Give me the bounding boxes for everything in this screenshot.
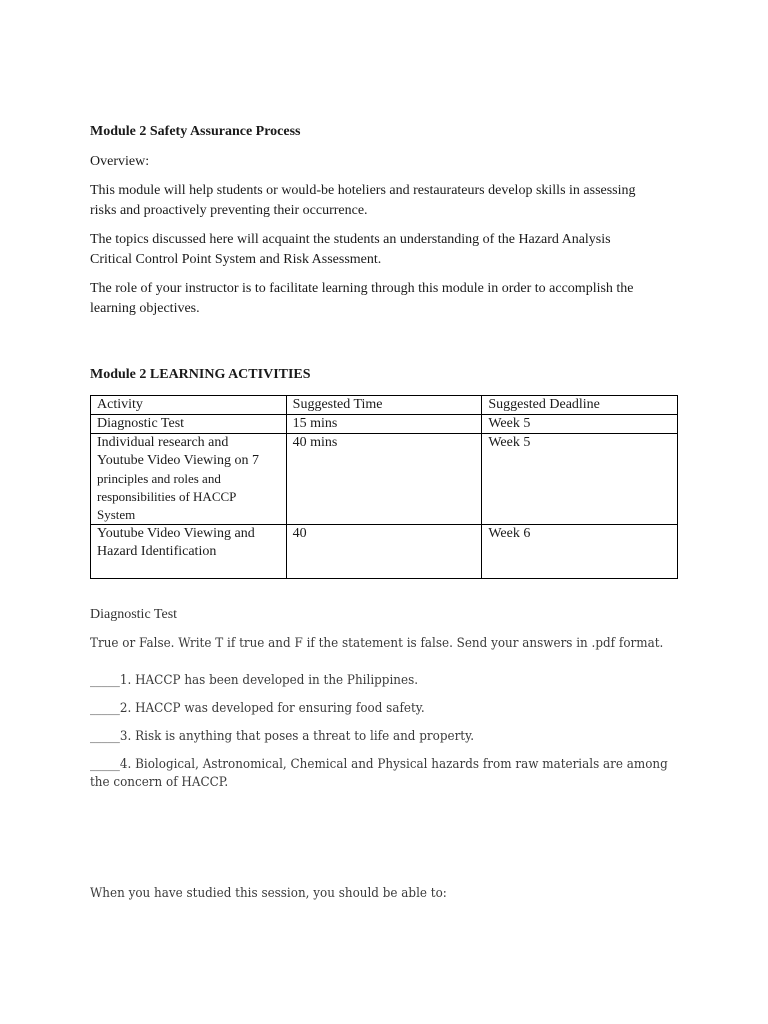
question-4-line-1: _____4. Biological, Astronomical, Chemical and Physical hazards from raw materials are among [90, 757, 668, 772]
activity-line: Youtube Video Viewing on 7 [97, 453, 260, 468]
deadline-cell: Week 6 [482, 525, 678, 579]
deadline-cell: Week 5 [482, 434, 678, 525]
activity-line: Diagnostic Test [97, 416, 185, 431]
time-cell: 40 mins [286, 434, 482, 525]
activity-cell [91, 525, 287, 579]
header-activity: Activity [91, 396, 287, 415]
activity-line: Individual research and [97, 435, 229, 450]
intro-paragraph-2-line-1: The topics discussed here will acquaint the students an understanding of the Hazard Analysis [90, 232, 611, 247]
activity-line: principles and roles and [97, 471, 221, 486]
activity-line: Youtube Video Viewing and [97, 526, 255, 541]
activity-cell [91, 434, 287, 525]
table-row [91, 415, 678, 434]
activity-line: System [97, 507, 136, 522]
diagnostic-instructions: True or False. Write T if true and F if the statement is false. Send your answers in .pdf format. [90, 636, 664, 651]
overview-label: Overview: [90, 154, 150, 169]
diagnostic-heading: Diagnostic Test [90, 607, 178, 622]
activities-heading: Module 2 LEARNING ACTIVITIES [90, 367, 311, 382]
intro-paragraph-1-line-2: risks and proactively preventing their occurrence. [90, 203, 368, 218]
intro-paragraph-2-line-2: Critical Control Point System and Risk Assessment. [90, 252, 382, 267]
question-4-line-2: the concern of HACCP. [90, 775, 229, 790]
header-suggested-time: Suggested Time [286, 396, 482, 415]
table-header-row [91, 396, 678, 415]
activity-line: Hazard Identification [97, 544, 217, 559]
module-title: Module 2 Safety Assurance Process [90, 124, 301, 139]
intro-paragraph-3-line-2: learning objectives. [90, 301, 200, 316]
activity-cell [91, 415, 287, 434]
intro-paragraph-3-line-1: The role of your instructor is to facilitate learning through this module in order to accomplish the [90, 281, 634, 296]
table-row [91, 525, 678, 579]
time-cell: 15 mins [286, 415, 482, 434]
question-2: _____2. HACCP was developed for ensuring food safety. [90, 701, 425, 716]
deadline-cell: Week 5 [482, 415, 678, 434]
question-3: _____3. Risk is anything that poses a threat to life and property. [90, 729, 475, 744]
table-row [91, 434, 678, 525]
intro-paragraph-1-line-1: This module will help students or would-be hoteliers and restaurateurs develop skills in assessing [90, 183, 636, 198]
header-suggested-deadline: Suggested Deadline [482, 396, 678, 415]
closing-statement: When you have studied this session, you should be able to: [90, 886, 447, 901]
question-1: _____1. HACCP has been developed in the Philippines. [90, 673, 419, 688]
learning-activities-table [90, 395, 678, 579]
activity-line: responsibilities of HACCP [97, 489, 237, 504]
time-cell: 40 [286, 525, 482, 579]
